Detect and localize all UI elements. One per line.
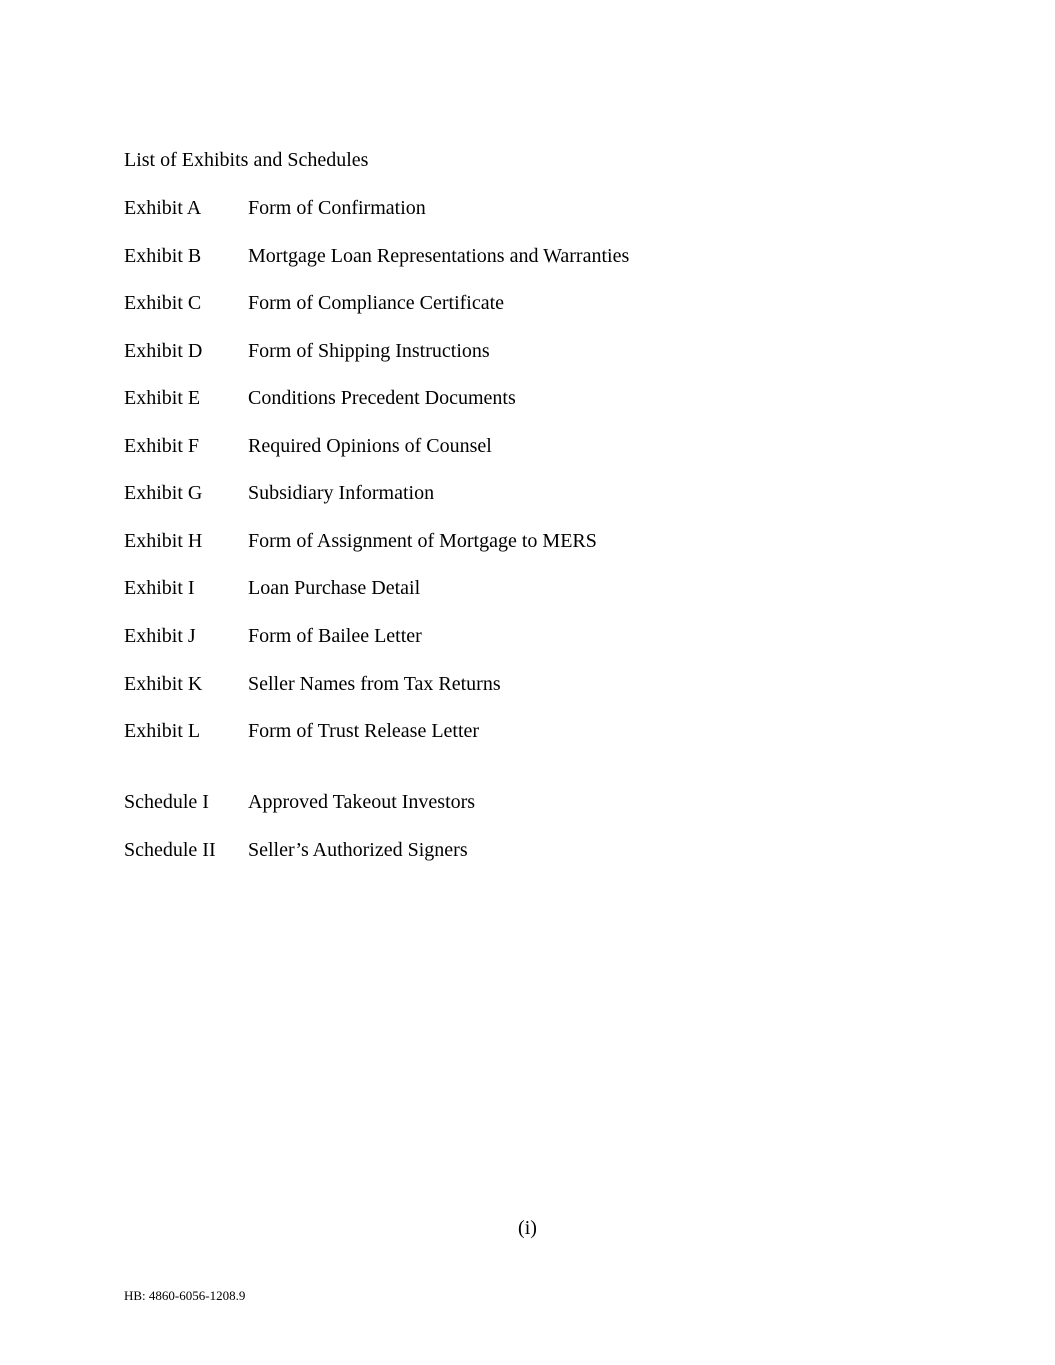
exhibit-label: Exhibit K	[124, 673, 203, 695]
exhibit-label: Exhibit B	[124, 245, 202, 267]
exhibit-title: Form of Compliance Certificate	[248, 292, 505, 314]
exhibit-title: Required Opinions of Counsel	[248, 435, 492, 457]
exhibit-title: Loan Purchase Detail	[248, 577, 421, 599]
exhibit-title: Form of Trust Release Letter	[248, 720, 480, 742]
exhibit-label: Exhibit A	[124, 197, 202, 219]
schedule-title: Approved Takeout Investors	[248, 791, 476, 813]
schedule-label: Schedule II	[124, 839, 216, 861]
exhibit-title: Subsidiary Information	[248, 482, 435, 504]
schedule-label: Schedule I	[124, 791, 209, 813]
exhibit-label: Exhibit H	[124, 530, 203, 552]
exhibit-title: Mortgage Loan Representations and Warranties	[248, 245, 630, 267]
exhibit-label: Exhibit E	[124, 387, 201, 409]
exhibit-label: Exhibit I	[124, 577, 195, 599]
exhibit-label: Exhibit J	[124, 625, 196, 647]
exhibit-label: Exhibit F	[124, 435, 200, 457]
exhibit-label: Exhibit G	[124, 482, 203, 504]
exhibit-title: Form of Shipping Instructions	[248, 340, 490, 362]
page-number: (i)	[518, 1217, 537, 1239]
exhibit-title: Seller Names from Tax Returns	[248, 673, 501, 695]
schedule-title: Seller’s Authorized Signers	[248, 839, 468, 861]
footer-document-id: HB: 4860-6056-1208.9	[124, 1288, 246, 1303]
exhibit-title: Form of Confirmation	[248, 197, 426, 219]
exhibit-title: Form of Assignment of Mortgage to MERS	[248, 530, 597, 552]
exhibit-label: Exhibit C	[124, 292, 202, 314]
exhibit-label: Exhibit D	[124, 340, 203, 362]
exhibit-label: Exhibit L	[124, 720, 201, 742]
exhibit-title: Form of Bailee Letter	[248, 625, 422, 647]
exhibit-title: Conditions Precedent Documents	[248, 387, 516, 409]
page-heading: List of Exhibits and Schedules	[124, 149, 369, 171]
